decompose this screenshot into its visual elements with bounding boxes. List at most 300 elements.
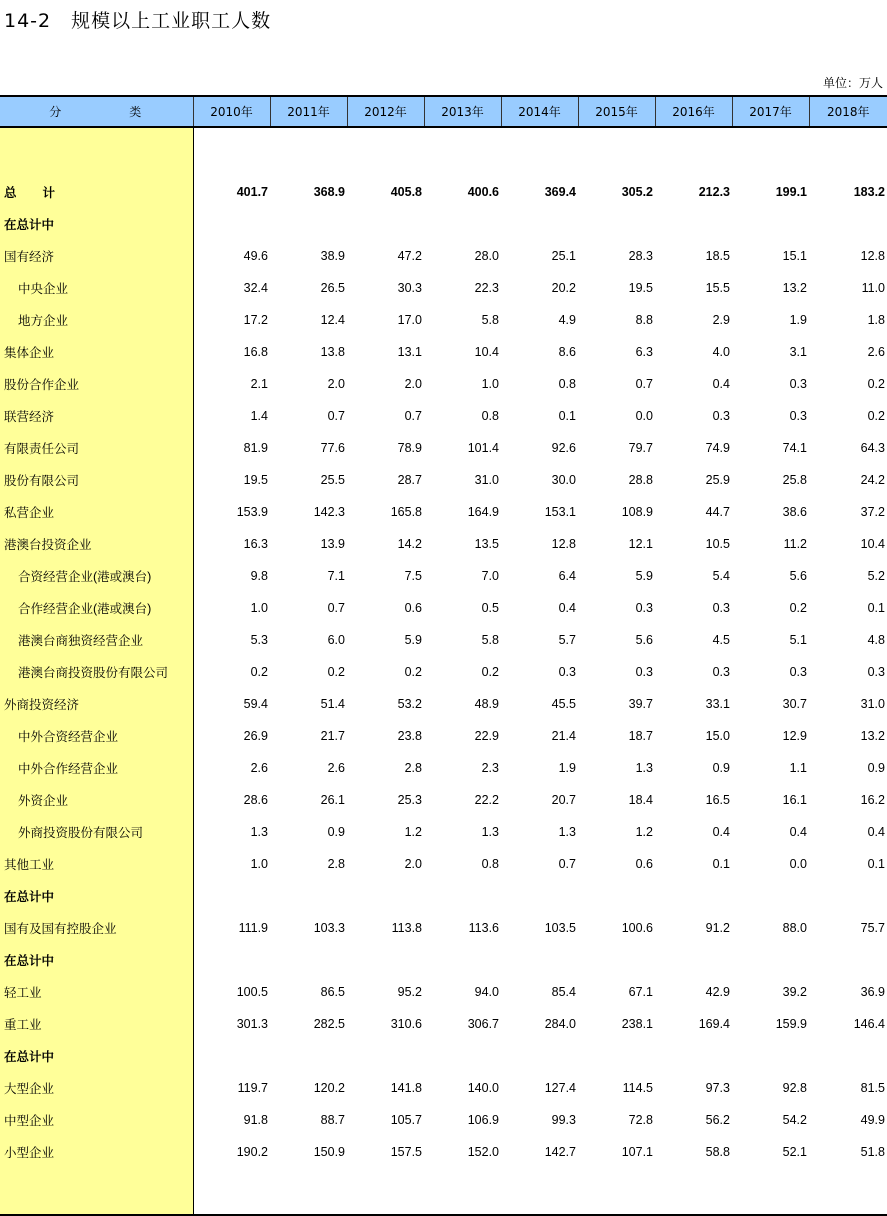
row-value: 114.5 [622, 1081, 653, 1095]
table-body [0, 127, 887, 1215]
row-value [578, 880, 655, 912]
row-value: 2.6 [327, 761, 345, 775]
spacer-row [0, 127, 887, 176]
row-value [270, 1040, 347, 1072]
row-value: 405.8 [390, 185, 422, 199]
table-row [0, 240, 887, 272]
row-value [578, 1040, 655, 1072]
table-row [0, 752, 887, 784]
row-value: 77.6 [320, 441, 345, 455]
row-value: 0.8 [481, 409, 499, 423]
row-label: 有限责任公司 [0, 432, 193, 464]
bottom-spacer-row [0, 1168, 887, 1215]
row-value [193, 944, 270, 976]
row-value: 31.0 [474, 473, 499, 487]
row-value: 38.6 [782, 505, 807, 519]
row-value: 301.3 [236, 1017, 268, 1031]
row-value: 4.9 [558, 313, 576, 327]
row-value: 0.3 [789, 409, 807, 423]
row-value [578, 944, 655, 976]
row-value: 52.1 [782, 1145, 807, 1159]
row-value: 212.3 [698, 185, 730, 199]
row-value: 47.2 [397, 249, 422, 263]
row-value [424, 1040, 501, 1072]
row-value: 31.0 [860, 697, 885, 711]
row-label: 港澳台商投资股份有限公司 [0, 656, 193, 688]
row-value: 5.6 [635, 633, 653, 647]
row-value: 18.7 [628, 729, 653, 743]
row-label: 外商投资股份有限公司 [0, 816, 193, 848]
row-value: 56.2 [705, 1113, 730, 1127]
row-value [270, 944, 347, 976]
table-row [0, 784, 887, 816]
row-value: 99.3 [551, 1113, 576, 1127]
row-value [501, 127, 578, 176]
header-year: 2016年 [655, 96, 732, 127]
row-value: 15.1 [782, 249, 807, 263]
table-row [0, 880, 887, 912]
row-value: 0.2 [867, 409, 885, 423]
row-value: 51.8 [860, 1145, 885, 1159]
row-value: 18.4 [628, 793, 653, 807]
row-value [270, 880, 347, 912]
table-row [0, 816, 887, 848]
row-value [732, 127, 809, 176]
row-label: 轻工业 [0, 976, 193, 1008]
row-value: 183.2 [853, 185, 885, 199]
row-value: 238.1 [621, 1017, 653, 1031]
row-value: 0.4 [712, 377, 730, 391]
header-year: 2018年 [809, 96, 887, 127]
row-value: 58.8 [705, 1145, 730, 1159]
row-value: 0.0 [635, 409, 653, 423]
row-value [501, 1168, 578, 1215]
table-row [0, 176, 887, 208]
row-value: 305.2 [621, 185, 653, 199]
table-row [0, 336, 887, 368]
row-value: 2.3 [481, 761, 499, 775]
header-year: 2012年 [347, 96, 424, 127]
row-value: 5.4 [712, 569, 730, 583]
table-row [0, 368, 887, 400]
row-label: 中央企业 [0, 272, 193, 304]
row-value: 150.9 [313, 1145, 345, 1159]
row-value [424, 208, 501, 240]
row-value [578, 208, 655, 240]
table-row [0, 1104, 887, 1136]
row-value: 0.3 [712, 665, 730, 679]
row-value: 13.9 [320, 537, 345, 551]
row-value: 25.8 [782, 473, 807, 487]
row-value: 15.5 [705, 281, 730, 295]
row-value: 1.9 [558, 761, 576, 775]
row-value: 12.9 [782, 729, 807, 743]
row-value: 0.4 [558, 601, 576, 615]
row-value: 5.1 [789, 633, 807, 647]
row-value [809, 944, 887, 976]
row-value: 37.2 [860, 505, 885, 519]
row-value: 45.5 [551, 697, 576, 711]
table-row [0, 400, 887, 432]
row-value [193, 1168, 270, 1215]
row-value: 127.4 [544, 1081, 576, 1095]
row-value: 0.6 [404, 601, 422, 615]
row-value: 1.4 [250, 409, 268, 423]
row-value: 74.1 [782, 441, 807, 455]
row-value [655, 1168, 732, 1215]
row-value: 91.8 [243, 1113, 268, 1127]
row-value [347, 1040, 424, 1072]
row-value: 22.2 [474, 793, 499, 807]
header-year: 2011年 [270, 96, 347, 127]
table-row [0, 304, 887, 336]
row-value: 7.0 [481, 569, 499, 583]
row-value [347, 944, 424, 976]
row-value: 142.7 [544, 1145, 576, 1159]
row-value [347, 1168, 424, 1215]
row-value: 0.4 [712, 825, 730, 839]
table-row [0, 656, 887, 688]
row-label: 在总计中 [0, 944, 193, 976]
row-value: 159.9 [775, 1017, 807, 1031]
row-value: 88.0 [782, 921, 807, 935]
row-value [809, 1168, 887, 1215]
row-value: 12.8 [551, 537, 576, 551]
row-value: 78.9 [397, 441, 422, 455]
row-value: 91.2 [705, 921, 730, 935]
row-value [193, 1040, 270, 1072]
row-value: 5.9 [635, 569, 653, 583]
row-value: 142.3 [313, 505, 345, 519]
header-year: 2010年 [193, 96, 270, 127]
row-value: 30.7 [782, 697, 807, 711]
row-value: 13.8 [320, 345, 345, 359]
row-value: 36.9 [860, 985, 885, 999]
row-value: 0.2 [404, 665, 422, 679]
row-value: 18.5 [705, 249, 730, 263]
row-value [501, 944, 578, 976]
row-value: 1.0 [481, 377, 499, 391]
row-value [347, 880, 424, 912]
row-value: 0.7 [327, 601, 345, 615]
row-value: 5.8 [481, 313, 499, 327]
row-value: 100.5 [236, 985, 268, 999]
row-value: 67.1 [628, 985, 653, 999]
row-value: 1.2 [404, 825, 422, 839]
row-value: 0.3 [712, 409, 730, 423]
row-value: 6.4 [558, 569, 576, 583]
row-value: 0.3 [635, 601, 653, 615]
row-value: 2.6 [867, 345, 885, 359]
table-row [0, 976, 887, 1008]
row-value: 75.7 [860, 921, 885, 935]
row-value: 108.9 [621, 505, 653, 519]
row-label [0, 1168, 193, 1215]
row-value: 49.6 [243, 249, 268, 263]
row-value: 1.0 [250, 857, 268, 871]
row-label: 国有经济 [0, 240, 193, 272]
row-value: 14.2 [397, 537, 422, 551]
row-value: 0.3 [635, 665, 653, 679]
row-value: 13.1 [397, 345, 422, 359]
row-value: 51.4 [320, 697, 345, 711]
row-value: 369.4 [544, 185, 576, 199]
row-label: 合资经营企业(港或澳台) [0, 560, 193, 592]
row-label: 国有及国有控股企业 [0, 912, 193, 944]
row-value: 153.9 [236, 505, 268, 519]
row-value: 13.2 [860, 729, 885, 743]
row-value: 12.1 [628, 537, 653, 551]
row-value: 1.2 [635, 825, 653, 839]
row-label: 其他工业 [0, 848, 193, 880]
row-value [655, 944, 732, 976]
header-year: 2013年 [424, 96, 501, 127]
row-label: 在总计中 [0, 1040, 193, 1072]
row-label: 外资企业 [0, 784, 193, 816]
row-value [270, 208, 347, 240]
row-value: 25.9 [705, 473, 730, 487]
row-value: 32.4 [243, 281, 268, 295]
row-value: 39.7 [628, 697, 653, 711]
table-row [0, 464, 887, 496]
row-label: 小型企业 [0, 1136, 193, 1168]
header-year: 2014年 [501, 96, 578, 127]
row-value: 92.8 [782, 1081, 807, 1095]
row-value: 1.3 [635, 761, 653, 775]
row-value: 30.3 [397, 281, 422, 295]
row-value: 92.6 [551, 441, 576, 455]
row-value: 33.1 [705, 697, 730, 711]
row-value: 25.3 [397, 793, 422, 807]
row-value: 97.3 [705, 1081, 730, 1095]
row-value: 42.9 [705, 985, 730, 999]
row-value: 39.2 [782, 985, 807, 999]
row-value: 10.5 [705, 537, 730, 551]
row-value: 107.1 [621, 1145, 653, 1159]
row-value [424, 1168, 501, 1215]
row-value [424, 944, 501, 976]
page-title: 14-2 规模以上工业职工人数 [4, 10, 272, 32]
unit-label: 单位：万人 [822, 76, 883, 90]
row-value: 119.7 [237, 1081, 268, 1095]
row-value: 49.9 [860, 1113, 885, 1127]
row-value: 11.0 [861, 281, 885, 295]
row-value: 24.2 [860, 473, 885, 487]
row-value: 6.3 [635, 345, 653, 359]
row-label: 外商投资经济 [0, 688, 193, 720]
row-value: 284.0 [544, 1017, 576, 1031]
row-value: 1.3 [481, 825, 499, 839]
row-value: 0.2 [789, 601, 807, 615]
row-value: 20.7 [551, 793, 576, 807]
row-value: 101.4 [467, 441, 499, 455]
row-value: 1.1 [789, 761, 807, 775]
row-value: 2.0 [327, 377, 345, 391]
row-value [732, 880, 809, 912]
row-value: 9.8 [250, 569, 268, 583]
row-value: 113.6 [468, 921, 499, 935]
row-value: 72.8 [628, 1113, 653, 1127]
row-value: 28.3 [628, 249, 653, 263]
row-value: 10.4 [474, 345, 499, 359]
row-value [270, 1168, 347, 1215]
row-value: 4.0 [712, 345, 730, 359]
row-value [270, 127, 347, 176]
row-value: 0.8 [558, 377, 576, 391]
row-value: 28.7 [397, 473, 422, 487]
row-value: 0.2 [250, 665, 268, 679]
row-value: 1.8 [867, 313, 885, 327]
row-label: 合作经营企业(港或澳台) [0, 592, 193, 624]
table-row [0, 432, 887, 464]
row-value [732, 1168, 809, 1215]
row-value: 85.4 [551, 985, 576, 999]
table-row [0, 1040, 887, 1072]
row-value: 0.5 [481, 601, 499, 615]
row-value [578, 1168, 655, 1215]
row-value: 12.8 [860, 249, 885, 263]
row-value: 7.1 [327, 569, 345, 583]
row-value: 310.6 [390, 1017, 422, 1031]
row-value: 0.7 [327, 409, 345, 423]
row-label: 港澳台投资企业 [0, 528, 193, 560]
row-label: 中外合资经营企业 [0, 720, 193, 752]
row-value [193, 127, 270, 176]
row-value: 86.5 [320, 985, 345, 999]
table-row [0, 624, 887, 656]
row-value: 81.5 [860, 1081, 885, 1095]
row-value: 23.8 [397, 729, 422, 743]
row-value: 103.3 [313, 921, 345, 935]
row-value [655, 1040, 732, 1072]
row-value: 0.1 [712, 857, 730, 871]
row-value: 12.4 [320, 313, 345, 327]
row-value: 13.2 [782, 281, 807, 295]
row-value: 30.0 [551, 473, 576, 487]
table-row [0, 912, 887, 944]
row-value: 81.9 [243, 441, 268, 455]
row-value: 0.7 [558, 857, 576, 871]
row-value: 16.1 [782, 793, 807, 807]
row-label: 联营经济 [0, 400, 193, 432]
row-value: 0.9 [327, 825, 345, 839]
row-value: 199.1 [775, 185, 807, 199]
row-value: 2.1 [250, 377, 268, 391]
row-value: 16.2 [860, 793, 885, 807]
row-value [809, 208, 887, 240]
row-value: 16.8 [243, 345, 268, 359]
row-value [732, 944, 809, 976]
row-value: 28.8 [628, 473, 653, 487]
table-row [0, 688, 887, 720]
row-value: 140.0 [467, 1081, 499, 1095]
row-value [809, 1040, 887, 1072]
row-value: 7.5 [404, 569, 422, 583]
row-value: 95.2 [397, 985, 422, 999]
row-value [809, 127, 887, 176]
row-value: 94.0 [474, 985, 499, 999]
row-value: 19.5 [243, 473, 268, 487]
table-row [0, 592, 887, 624]
row-label: 中型企业 [0, 1104, 193, 1136]
row-value: 54.2 [782, 1113, 807, 1127]
row-value: 26.9 [243, 729, 268, 743]
row-value: 21.7 [320, 729, 345, 743]
row-value: 106.9 [467, 1113, 499, 1127]
row-value: 164.9 [467, 505, 499, 519]
table-row [0, 560, 887, 592]
row-value: 306.7 [467, 1017, 499, 1031]
row-value: 0.3 [558, 665, 576, 679]
row-value: 0.1 [558, 409, 576, 423]
row-value: 0.2 [867, 377, 885, 391]
row-value: 169.4 [698, 1017, 730, 1031]
row-value: 21.4 [551, 729, 576, 743]
row-value: 111.9 [238, 921, 268, 935]
header-row [0, 96, 887, 127]
row-value: 22.3 [474, 281, 499, 295]
row-value: 28.0 [474, 249, 499, 263]
row-value: 0.4 [789, 825, 807, 839]
row-value: 22.9 [474, 729, 499, 743]
row-value: 79.7 [628, 441, 653, 455]
row-value: 5.9 [404, 633, 422, 647]
row-value: 17.2 [243, 313, 268, 327]
row-value: 152.0 [467, 1145, 499, 1159]
row-value: 11.2 [783, 537, 807, 551]
row-value: 120.2 [313, 1081, 345, 1095]
row-value: 105.7 [390, 1113, 422, 1127]
row-value: 157.5 [390, 1145, 422, 1159]
row-value [424, 880, 501, 912]
row-value: 26.5 [320, 281, 345, 295]
row-value: 74.9 [705, 441, 730, 455]
table-row [0, 1008, 887, 1040]
row-label: 集体企业 [0, 336, 193, 368]
row-label: 在总计中 [0, 208, 193, 240]
row-value [347, 127, 424, 176]
row-value: 16.5 [705, 793, 730, 807]
table-row [0, 272, 887, 304]
row-value: 5.3 [250, 633, 268, 647]
row-value: 190.2 [236, 1145, 268, 1159]
row-value: 10.4 [860, 537, 885, 551]
row-value: 0.4 [867, 825, 885, 839]
row-value: 4.8 [867, 633, 885, 647]
row-value: 8.8 [635, 313, 653, 327]
row-label: 总计 [0, 176, 193, 208]
row-value: 64.3 [860, 441, 885, 455]
row-value: 5.6 [789, 569, 807, 583]
row-value: 1.9 [789, 313, 807, 327]
table-row [0, 208, 887, 240]
table-row [0, 528, 887, 560]
row-value [424, 127, 501, 176]
row-value [655, 880, 732, 912]
row-value: 2.8 [327, 857, 345, 871]
row-value: 0.3 [789, 377, 807, 391]
row-value [655, 127, 732, 176]
row-value: 16.3 [243, 537, 268, 551]
row-value [732, 208, 809, 240]
header-year: 2017年 [732, 96, 809, 127]
row-value: 103.5 [544, 921, 576, 935]
row-value: 0.3 [867, 665, 885, 679]
row-value: 1.0 [250, 601, 268, 615]
row-value: 113.8 [391, 921, 422, 935]
row-value: 3.1 [789, 345, 807, 359]
row-label: 私营企业 [0, 496, 193, 528]
